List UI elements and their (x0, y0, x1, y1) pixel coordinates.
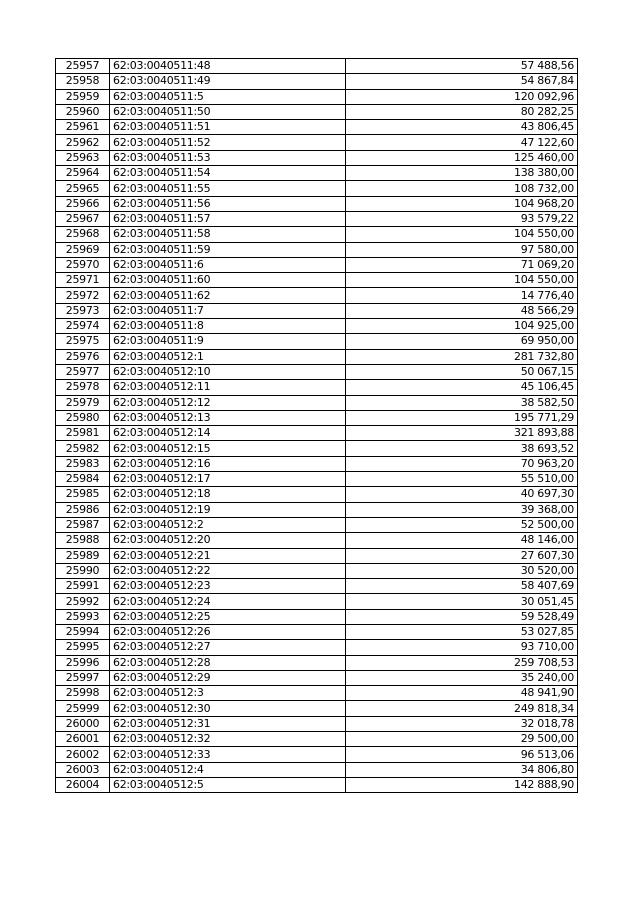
cadastral-value-cell: 50 067,15 (346, 364, 578, 379)
table-row (56, 502, 578, 517)
cadastral-number-cell: 62:03:0040512:26 (110, 624, 346, 639)
cadastral-value-cell: 34 806,80 (346, 762, 578, 777)
table-row (56, 670, 578, 685)
row-number-cell: 25982 (56, 441, 110, 456)
cadastral-number-cell: 62:03:0040511:57 (110, 211, 346, 226)
cadastral-value-cell: 93 710,00 (346, 640, 578, 655)
row-number-cell: 25962 (56, 135, 110, 150)
cadastral-number-cell: 62:03:0040511:49 (110, 74, 346, 89)
cadastral-value-cell: 45 106,45 (346, 380, 578, 395)
row-number-cell: 25966 (56, 196, 110, 211)
table-row (56, 533, 578, 548)
cadastral-number-cell: 62:03:0040512:11 (110, 380, 346, 395)
table-row (56, 196, 578, 211)
row-number-cell: 25999 (56, 701, 110, 716)
cadastral-value-cell: 30 520,00 (346, 563, 578, 578)
row-number-cell: 25977 (56, 364, 110, 379)
table-row (56, 655, 578, 670)
row-number-cell: 25963 (56, 150, 110, 165)
table-row (56, 74, 578, 89)
cadastral-number-cell: 62:03:0040512:24 (110, 594, 346, 609)
cadastral-number-cell: 62:03:0040512:27 (110, 640, 346, 655)
cadastral-number-cell: 62:03:0040512:31 (110, 716, 346, 731)
cadastral-value-cell: 281 732,80 (346, 349, 578, 364)
cadastral-value-cell: 80 282,25 (346, 104, 578, 119)
row-number-cell: 25991 (56, 579, 110, 594)
cadastral-number-cell: 62:03:0040512:4 (110, 762, 346, 777)
row-number-cell: 25958 (56, 74, 110, 89)
table-row (56, 364, 578, 379)
cadastral-value-cell: 104 550,00 (346, 227, 578, 242)
table-row (56, 227, 578, 242)
table-row (56, 349, 578, 364)
table-row (56, 441, 578, 456)
cadastral-number-cell: 62:03:0040512:23 (110, 579, 346, 594)
cadastral-value-cell: 59 528,49 (346, 609, 578, 624)
row-number-cell: 25961 (56, 120, 110, 135)
cadastral-value-table (55, 58, 578, 793)
cadastral-number-cell: 62:03:0040511:56 (110, 196, 346, 211)
cadastral-number-cell: 62:03:0040511:55 (110, 181, 346, 196)
cadastral-number-cell: 62:03:0040512:5 (110, 777, 346, 792)
row-number-cell: 25972 (56, 288, 110, 303)
row-number-cell: 25974 (56, 319, 110, 334)
row-number-cell: 25978 (56, 380, 110, 395)
table-row (56, 257, 578, 272)
table-row (56, 273, 578, 288)
cadastral-value-cell: 93 579,22 (346, 211, 578, 226)
cadastral-number-cell: 62:03:0040512:20 (110, 533, 346, 548)
table-body (56, 59, 578, 793)
cadastral-value-cell: 39 368,00 (346, 502, 578, 517)
row-number-cell: 25984 (56, 472, 110, 487)
cadastral-number-cell: 62:03:0040511:60 (110, 273, 346, 288)
cadastral-number-cell: 62:03:0040512:29 (110, 670, 346, 685)
row-number-cell: 25983 (56, 456, 110, 471)
cadastral-number-cell: 62:03:0040511:54 (110, 166, 346, 181)
cadastral-value-cell: 321 893,88 (346, 426, 578, 441)
table-row (56, 624, 578, 639)
cadastral-number-cell: 62:03:0040511:53 (110, 150, 346, 165)
cadastral-value-cell: 38 582,50 (346, 395, 578, 410)
table-row (56, 548, 578, 563)
cadastral-value-cell: 48 566,29 (346, 303, 578, 318)
cadastral-value-cell: 104 550,00 (346, 273, 578, 288)
cadastral-number-cell: 62:03:0040511:7 (110, 303, 346, 318)
table-row (56, 487, 578, 502)
cadastral-number-cell: 62:03:0040511:9 (110, 334, 346, 349)
row-number-cell: 25985 (56, 487, 110, 502)
row-number-cell: 25980 (56, 410, 110, 425)
row-number-cell: 25979 (56, 395, 110, 410)
cadastral-number-cell: 62:03:0040511:48 (110, 59, 346, 74)
table-row (56, 334, 578, 349)
cadastral-number-cell: 62:03:0040512:12 (110, 395, 346, 410)
row-number-cell: 25993 (56, 609, 110, 624)
table-row (56, 150, 578, 165)
cadastral-value-cell: 54 867,84 (346, 74, 578, 89)
row-number-cell: 25998 (56, 686, 110, 701)
row-number-cell: 25988 (56, 533, 110, 548)
cadastral-value-cell: 96 513,06 (346, 747, 578, 762)
cadastral-value-cell: 104 925,00 (346, 319, 578, 334)
cadastral-value-cell: 38 693,52 (346, 441, 578, 456)
row-number-cell: 25986 (56, 502, 110, 517)
row-number-cell: 25992 (56, 594, 110, 609)
cadastral-number-cell: 62:03:0040512:10 (110, 364, 346, 379)
table-row (56, 563, 578, 578)
table-row (56, 120, 578, 135)
cadastral-number-cell: 62:03:0040512:28 (110, 655, 346, 670)
cadastral-value-cell: 30 051,45 (346, 594, 578, 609)
row-number-cell: 25981 (56, 426, 110, 441)
table-row (56, 426, 578, 441)
cadastral-number-cell: 62:03:0040512:33 (110, 747, 346, 762)
cadastral-value-cell: 32 018,78 (346, 716, 578, 731)
cadastral-number-cell: 62:03:0040511:52 (110, 135, 346, 150)
row-number-cell: 25973 (56, 303, 110, 318)
table-row (56, 732, 578, 747)
cadastral-value-cell: 138 380,00 (346, 166, 578, 181)
table-row (56, 303, 578, 318)
cadastral-number-cell: 62:03:0040512:18 (110, 487, 346, 502)
cadastral-number-cell: 62:03:0040512:25 (110, 609, 346, 624)
cadastral-number-cell: 62:03:0040512:16 (110, 456, 346, 471)
cadastral-value-cell: 108 732,00 (346, 181, 578, 196)
cadastral-number-cell: 62:03:0040512:3 (110, 686, 346, 701)
row-number-cell: 25994 (56, 624, 110, 639)
table-row (56, 59, 578, 74)
cadastral-number-cell: 62:03:0040512:32 (110, 732, 346, 747)
table-row (56, 242, 578, 257)
row-number-cell: 25964 (56, 166, 110, 181)
cadastral-number-cell: 62:03:0040512:17 (110, 472, 346, 487)
row-number-cell: 25957 (56, 59, 110, 74)
table-row (56, 472, 578, 487)
table-row (56, 609, 578, 624)
cadastral-number-cell: 62:03:0040512:15 (110, 441, 346, 456)
table-row (56, 701, 578, 716)
row-number-cell: 25970 (56, 257, 110, 272)
cadastral-number-cell: 62:03:0040511:58 (110, 227, 346, 242)
cadastral-number-cell: 62:03:0040512:21 (110, 548, 346, 563)
row-number-cell: 25959 (56, 89, 110, 104)
cadastral-number-cell: 62:03:0040511:59 (110, 242, 346, 257)
cadastral-value-cell: 69 950,00 (346, 334, 578, 349)
cadastral-number-cell: 62:03:0040511:6 (110, 257, 346, 272)
cadastral-value-cell: 48 146,00 (346, 533, 578, 548)
row-number-cell: 25990 (56, 563, 110, 578)
cadastral-number-cell: 62:03:0040512:13 (110, 410, 346, 425)
row-number-cell: 25967 (56, 211, 110, 226)
cadastral-value-cell: 249 818,34 (346, 701, 578, 716)
table-row (56, 395, 578, 410)
table-row (56, 410, 578, 425)
row-number-cell: 26003 (56, 762, 110, 777)
row-number-cell: 25960 (56, 104, 110, 119)
row-number-cell: 26004 (56, 777, 110, 792)
cadastral-number-cell: 62:03:0040512:19 (110, 502, 346, 517)
cadastral-number-cell: 62:03:0040511:62 (110, 288, 346, 303)
cadastral-value-cell: 27 607,30 (346, 548, 578, 563)
row-number-cell: 25971 (56, 273, 110, 288)
cadastral-number-cell: 62:03:0040512:22 (110, 563, 346, 578)
cadastral-number-cell: 62:03:0040512:2 (110, 517, 346, 532)
cadastral-value-cell: 70 963,20 (346, 456, 578, 471)
table-row (56, 579, 578, 594)
table-row (56, 456, 578, 471)
row-number-cell: 25995 (56, 640, 110, 655)
row-number-cell: 26000 (56, 716, 110, 731)
row-number-cell: 26001 (56, 732, 110, 747)
cadastral-number-cell: 62:03:0040512:14 (110, 426, 346, 441)
cadastral-value-cell: 14 776,40 (346, 288, 578, 303)
cadastral-value-cell: 195 771,29 (346, 410, 578, 425)
table-row (56, 686, 578, 701)
table-row (56, 319, 578, 334)
cadastral-value-cell: 43 806,45 (346, 120, 578, 135)
cadastral-value-cell: 40 697,30 (346, 487, 578, 502)
row-number-cell: 25975 (56, 334, 110, 349)
table-row (56, 762, 578, 777)
cadastral-number-cell: 62:03:0040511:5 (110, 89, 346, 104)
row-number-cell: 25965 (56, 181, 110, 196)
cadastral-number-cell: 62:03:0040512:1 (110, 349, 346, 364)
cadastral-value-cell: 97 580,00 (346, 242, 578, 257)
cadastral-value-cell: 55 510,00 (346, 472, 578, 487)
table-row (56, 288, 578, 303)
table-row (56, 594, 578, 609)
cadastral-value-cell: 71 069,20 (346, 257, 578, 272)
cadastral-value-cell: 142 888,90 (346, 777, 578, 792)
cadastral-value-cell: 52 500,00 (346, 517, 578, 532)
cadastral-value-cell: 57 488,56 (346, 59, 578, 74)
row-number-cell: 25996 (56, 655, 110, 670)
cadastral-value-cell: 35 240,00 (346, 670, 578, 685)
cadastral-number-cell: 62:03:0040511:51 (110, 120, 346, 135)
row-number-cell: 25969 (56, 242, 110, 257)
cadastral-value-cell: 29 500,00 (346, 732, 578, 747)
table-row (56, 517, 578, 532)
cadastral-value-cell: 104 968,20 (346, 196, 578, 211)
table-row (56, 166, 578, 181)
cadastral-value-cell: 53 027,85 (346, 624, 578, 639)
table-row (56, 181, 578, 196)
row-number-cell: 25997 (56, 670, 110, 685)
table-row (56, 777, 578, 792)
table-row (56, 211, 578, 226)
table-row (56, 747, 578, 762)
cadastral-value-cell: 259 708,53 (346, 655, 578, 670)
cadastral-value-cell: 47 122,60 (346, 135, 578, 150)
row-number-cell: 25987 (56, 517, 110, 532)
cadastral-value-cell: 58 407,69 (346, 579, 578, 594)
cadastral-number-cell: 62:03:0040511:50 (110, 104, 346, 119)
table-row (56, 640, 578, 655)
row-number-cell: 25989 (56, 548, 110, 563)
table-row (56, 89, 578, 104)
cadastral-number-cell: 62:03:0040512:30 (110, 701, 346, 716)
table-row (56, 716, 578, 731)
table-row (56, 380, 578, 395)
table-row (56, 104, 578, 119)
row-number-cell: 25968 (56, 227, 110, 242)
table-row (56, 135, 578, 150)
cadastral-number-cell: 62:03:0040511:8 (110, 319, 346, 334)
cadastral-value-cell: 48 941,90 (346, 686, 578, 701)
row-number-cell: 26002 (56, 747, 110, 762)
row-number-cell: 25976 (56, 349, 110, 364)
cadastral-value-cell: 125 460,00 (346, 150, 578, 165)
cadastral-value-cell: 120 092,96 (346, 89, 578, 104)
